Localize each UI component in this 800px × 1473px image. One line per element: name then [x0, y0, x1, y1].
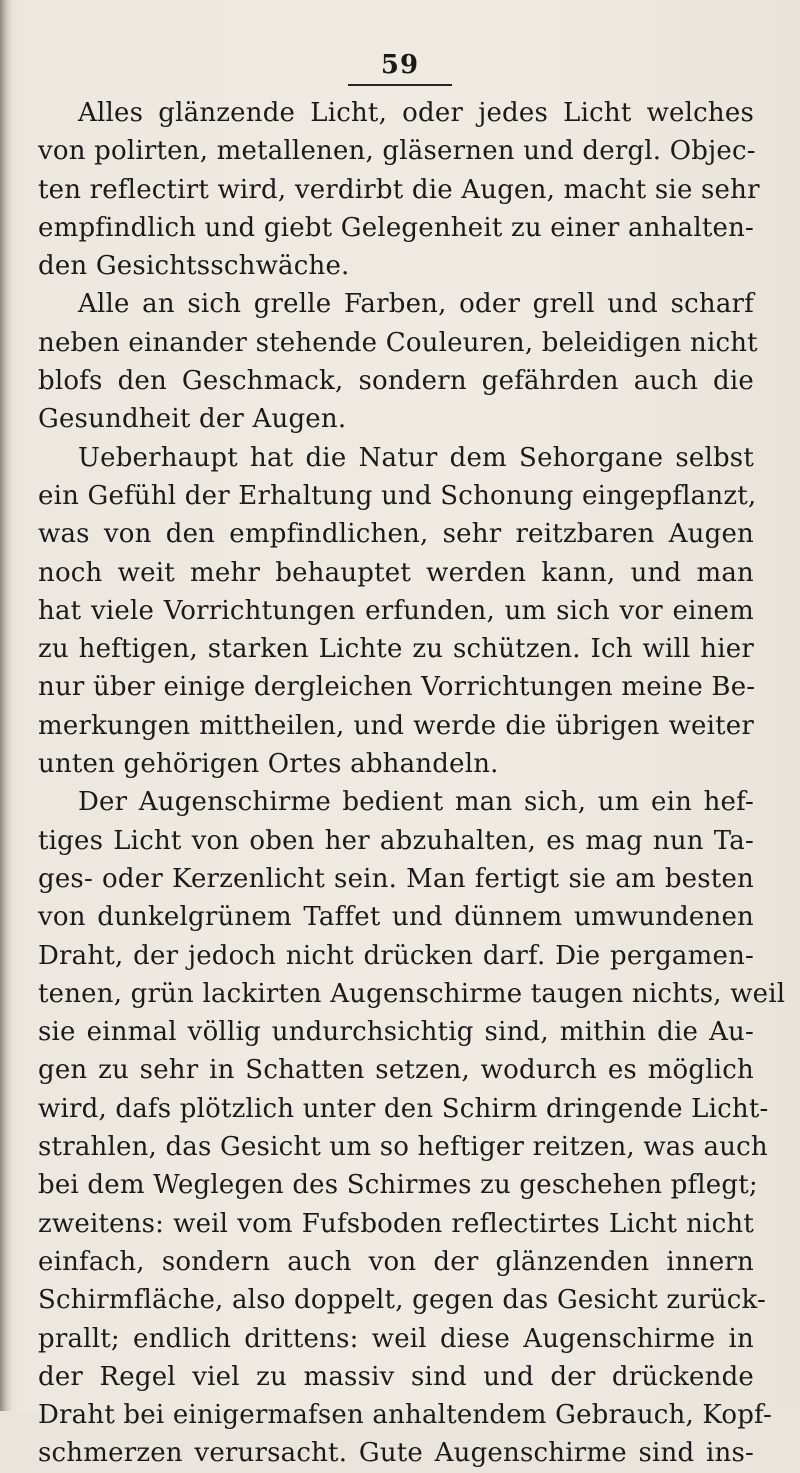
text-line: zu heftigen, starken Lichte zu schützen. Ich will hier	[38, 634, 754, 665]
text-line: von polirten, metallenen, gläsernen und dergl. Objec-	[38, 136, 756, 167]
text-line: noch weit mehr behauptet werden kann, und man	[38, 557, 754, 588]
page-gutter-shadow	[0, 0, 12, 1411]
text-line: tiges Licht von oben her abzuhalten, es mag nun Ta-	[38, 825, 754, 856]
text-line: Ueberhaupt hat die Natur dem Sehorgane selbst	[78, 442, 754, 473]
text-line: Draht, der jedoch nicht drücken darf. Die pergamen-	[38, 940, 754, 971]
text-line: blofs den Geschmack, sondern gefährden auch die	[38, 366, 754, 397]
text-line: gen zu sehr in Schatten setzen, wodurch es möglich	[38, 1055, 754, 1086]
text-line: Alle an sich grelle Farben, oder grell und scharf	[78, 289, 754, 320]
text-line: prallt; endlich drittens: weil diese Augenschirme in	[38, 1323, 754, 1354]
text-line: merkungen mittheilen, und werde die übrigen weiter	[38, 710, 754, 741]
text-line: ein Gefühl der Erhaltung und Schonung eingepflanzt,	[38, 480, 757, 511]
text-line: was von den empfindlichen, sehr reitzbaren Augen	[38, 519, 754, 550]
text-line: ten reflectirt wird, verdirbt die Augen, macht sie sehr	[38, 174, 760, 205]
text-line: nur über einige dergleichen Vorrichtungen meine Be-	[38, 672, 756, 703]
text-line: Draht bei einigermafsen anhaltendem Gebrauch, Kopf-	[38, 1400, 772, 1431]
text-line: ges- oder Kerzenlicht sein. Man fertigt sie am besten	[38, 863, 754, 894]
text-line: von dunkelgrünem Taffet und dünnem umwundenen	[38, 902, 754, 933]
text-line: zweitens: weil vom Fufsboden reflectirtes Licht nicht	[38, 1208, 754, 1239]
text-line: Schirmfläche, also doppelt, gegen das Gesicht zurück-	[38, 1285, 767, 1316]
text-line: den Gesichtsschwäche.	[38, 251, 350, 282]
text-line: strahlen, das Gesicht um so heftiger reitzen, was auch	[38, 1132, 768, 1163]
text-line: wird, dafs plötzlich unter den Schirm dringende Licht-	[38, 1093, 769, 1124]
text-line: unten gehörigen Ortes abhandeln.	[38, 749, 499, 780]
text-line: hat viele Vorrichtungen erfunden, um sich vor einem	[38, 595, 754, 626]
text-line: Der Augenschirme bedient man sich, um ein hef-	[78, 787, 754, 818]
text-line: Gesundheit der Augen.	[38, 404, 347, 435]
text-line: empfindlich und giebt Gelegenheit zu einer anhalten-	[38, 212, 754, 243]
page-number: 59	[380, 50, 420, 80]
text-line: schmerzen verursacht. Gute Augenschirme sind ins-	[38, 1438, 754, 1469]
text-line: tenen, grün lackirten Augenschirme taugen nichts, weil	[38, 978, 786, 1009]
text-line: neben einander stehende Couleuren, beleidigen nicht	[38, 327, 758, 358]
text-line: Alles glänzende Licht, oder jedes Licht welches	[78, 98, 754, 128]
text-line: der Regel viel zu massiv sind und der drückende	[38, 1361, 754, 1392]
text-line: sie einmal völlig undurchsichtig sind, mithin die Au-	[38, 1017, 754, 1048]
page-number-rule	[348, 84, 452, 86]
text-line: einfach, sondern auch von der glänzenden innern	[38, 1246, 754, 1277]
body-text	[38, 94, 786, 1473]
text-line: bei dem Weglegen des Schirmes zu geschehen pflegt;	[38, 1170, 758, 1201]
